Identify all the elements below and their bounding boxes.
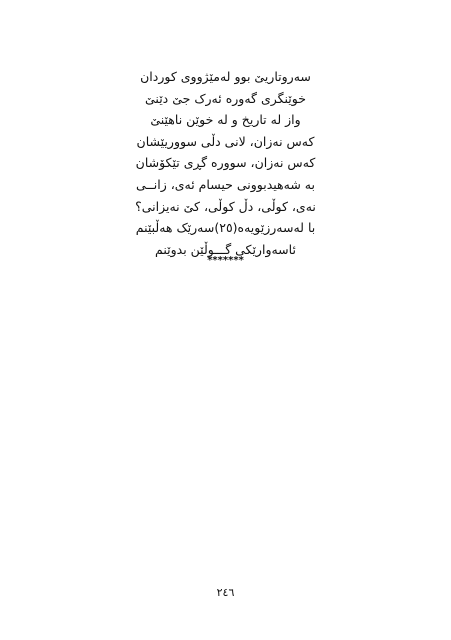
poem-block [90, 66, 361, 268]
poem-line: خوێنگری گەورە ئەرک جێ دێنێ [145, 90, 306, 106]
poem-line: کەس نەزان، سوورە گڕی تێکۆشان [135, 155, 316, 171]
poem-line: کەس نەزان، لانی دڵی سووریێشان [136, 133, 315, 149]
poem-line: ئاسەوارێکی گـــوڵێن بدوێنم [155, 241, 296, 257]
poem-line: نەی، کوڵی، دڵ کوڵی، کێ نەیزانی؟ [135, 198, 316, 214]
poem-line: بە شەهیدبوونی حیسام ئەی، زانــی [136, 176, 315, 192]
poem-line: واز لە تاریخ و لە خوێن ناهێنێ [150, 112, 301, 128]
poem-line: سەروتاریێ بوو لەمێژووی کوردان [140, 69, 311, 84]
section-divider: ******* [207, 255, 244, 267]
poem-line: با لەسەرزێویەه(٢٥)سەرێک هەڵبێنم [135, 220, 316, 236]
page-number: ٢٤٦ [216, 586, 235, 599]
